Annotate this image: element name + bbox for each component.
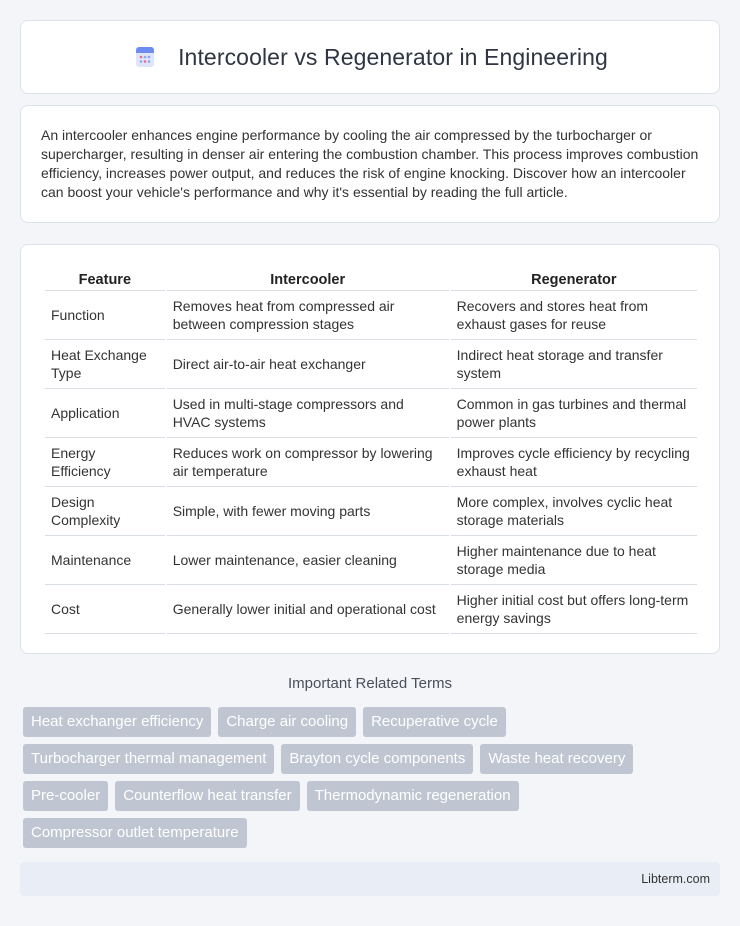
tag-brayton-cycle-components[interactable]: Brayton cycle components xyxy=(281,744,473,774)
tag-row xyxy=(23,818,723,848)
table-row xyxy=(45,536,697,585)
related-terms-title: Important Related Terms xyxy=(288,675,452,692)
cell-intercooler: Simple, with fewer moving parts xyxy=(167,487,449,536)
header-regenerator: Regenerator xyxy=(451,265,697,291)
document-icon xyxy=(132,44,158,70)
table-row xyxy=(45,340,697,389)
table-row xyxy=(45,487,697,536)
cell-feature: Design Complexity xyxy=(45,487,165,536)
cell-regenerator: Common in gas turbines and thermal power plants xyxy=(451,389,697,438)
cell-intercooler: Generally lower initial and operational cost xyxy=(167,585,449,634)
cell-regenerator: Improves cycle efficiency by recycling exhaust heat xyxy=(451,438,697,487)
cell-regenerator: Indirect heat storage and transfer system xyxy=(451,340,697,389)
cell-regenerator: More complex, involves cyclic heat storage materials xyxy=(451,487,697,536)
tag-waste-heat-recovery[interactable]: Waste heat recovery xyxy=(480,744,633,774)
tag-pre-cooler[interactable]: Pre-cooler xyxy=(23,781,108,811)
related-terms-list xyxy=(23,707,723,855)
table-row xyxy=(45,438,697,487)
cell-feature: Cost xyxy=(45,585,165,634)
table-row xyxy=(45,291,697,340)
cell-regenerator: Higher initial cost but offers long-term energy savings xyxy=(451,585,697,634)
header-feature: Feature xyxy=(45,265,165,291)
tag-heat-exchanger-efficiency[interactable]: Heat exchanger efficiency xyxy=(23,707,211,737)
cell-intercooler: Used in multi-stage compressors and HVAC systems xyxy=(167,389,449,438)
tag-counterflow-heat-transfer[interactable]: Counterflow heat transfer xyxy=(115,781,299,811)
tag-row xyxy=(23,707,723,737)
table-header-row xyxy=(45,265,697,291)
tag-charge-air-cooling[interactable]: Charge air cooling xyxy=(218,707,356,737)
tag-row xyxy=(23,744,723,774)
header-intercooler: Intercooler xyxy=(167,265,449,291)
cell-intercooler: Direct air-to-air heat exchanger xyxy=(167,340,449,389)
cell-intercooler: Removes heat from compressed air between compression stages xyxy=(167,291,449,340)
header-card xyxy=(20,20,720,94)
cell-regenerator: Recovers and stores heat from exhaust gases for reuse xyxy=(451,291,697,340)
intro-text: An intercooler enhances engine performance by cooling the air compressed by the turbocharger or supercharger, resulting in denser air entering the combustion chamber. This process improves combustion efficiency, increases power output, and reduces the risk of engine knocking. Discover how an intercooler can boost your vehicle's performance and why it's essential by reading the full article. xyxy=(41,127,699,200)
table-row xyxy=(45,389,697,438)
tag-thermodynamic-regeneration[interactable]: Thermodynamic regeneration xyxy=(307,781,519,811)
comparison-table xyxy=(43,265,699,634)
tag-recuperative-cycle[interactable]: Recuperative cycle xyxy=(363,707,506,737)
table-row xyxy=(45,585,697,634)
cell-feature: Maintenance xyxy=(45,536,165,585)
intro-card xyxy=(20,105,720,223)
tag-compressor-outlet-temperature[interactable]: Compressor outlet temperature xyxy=(23,818,247,848)
cell-intercooler: Reduces work on compressor by lowering air temperature xyxy=(167,438,449,487)
tag-turbocharger-thermal-management[interactable]: Turbocharger thermal management xyxy=(23,744,274,774)
cell-regenerator: Higher maintenance due to heat storage media xyxy=(451,536,697,585)
page-title: Intercooler vs Regenerator in Engineering xyxy=(178,43,608,70)
cell-feature: Heat Exchange Type xyxy=(45,340,165,389)
title-wrap xyxy=(132,44,608,71)
cell-feature: Application xyxy=(45,389,165,438)
cell-feature: Energy Efficiency xyxy=(45,438,165,487)
footer-site-link[interactable]: Libterm.com xyxy=(641,872,710,886)
cell-feature: Function xyxy=(45,291,165,340)
tag-row xyxy=(23,781,723,811)
footer xyxy=(20,862,720,896)
cell-intercooler: Lower maintenance, easier cleaning xyxy=(167,536,449,585)
comparison-table-card xyxy=(20,244,720,654)
